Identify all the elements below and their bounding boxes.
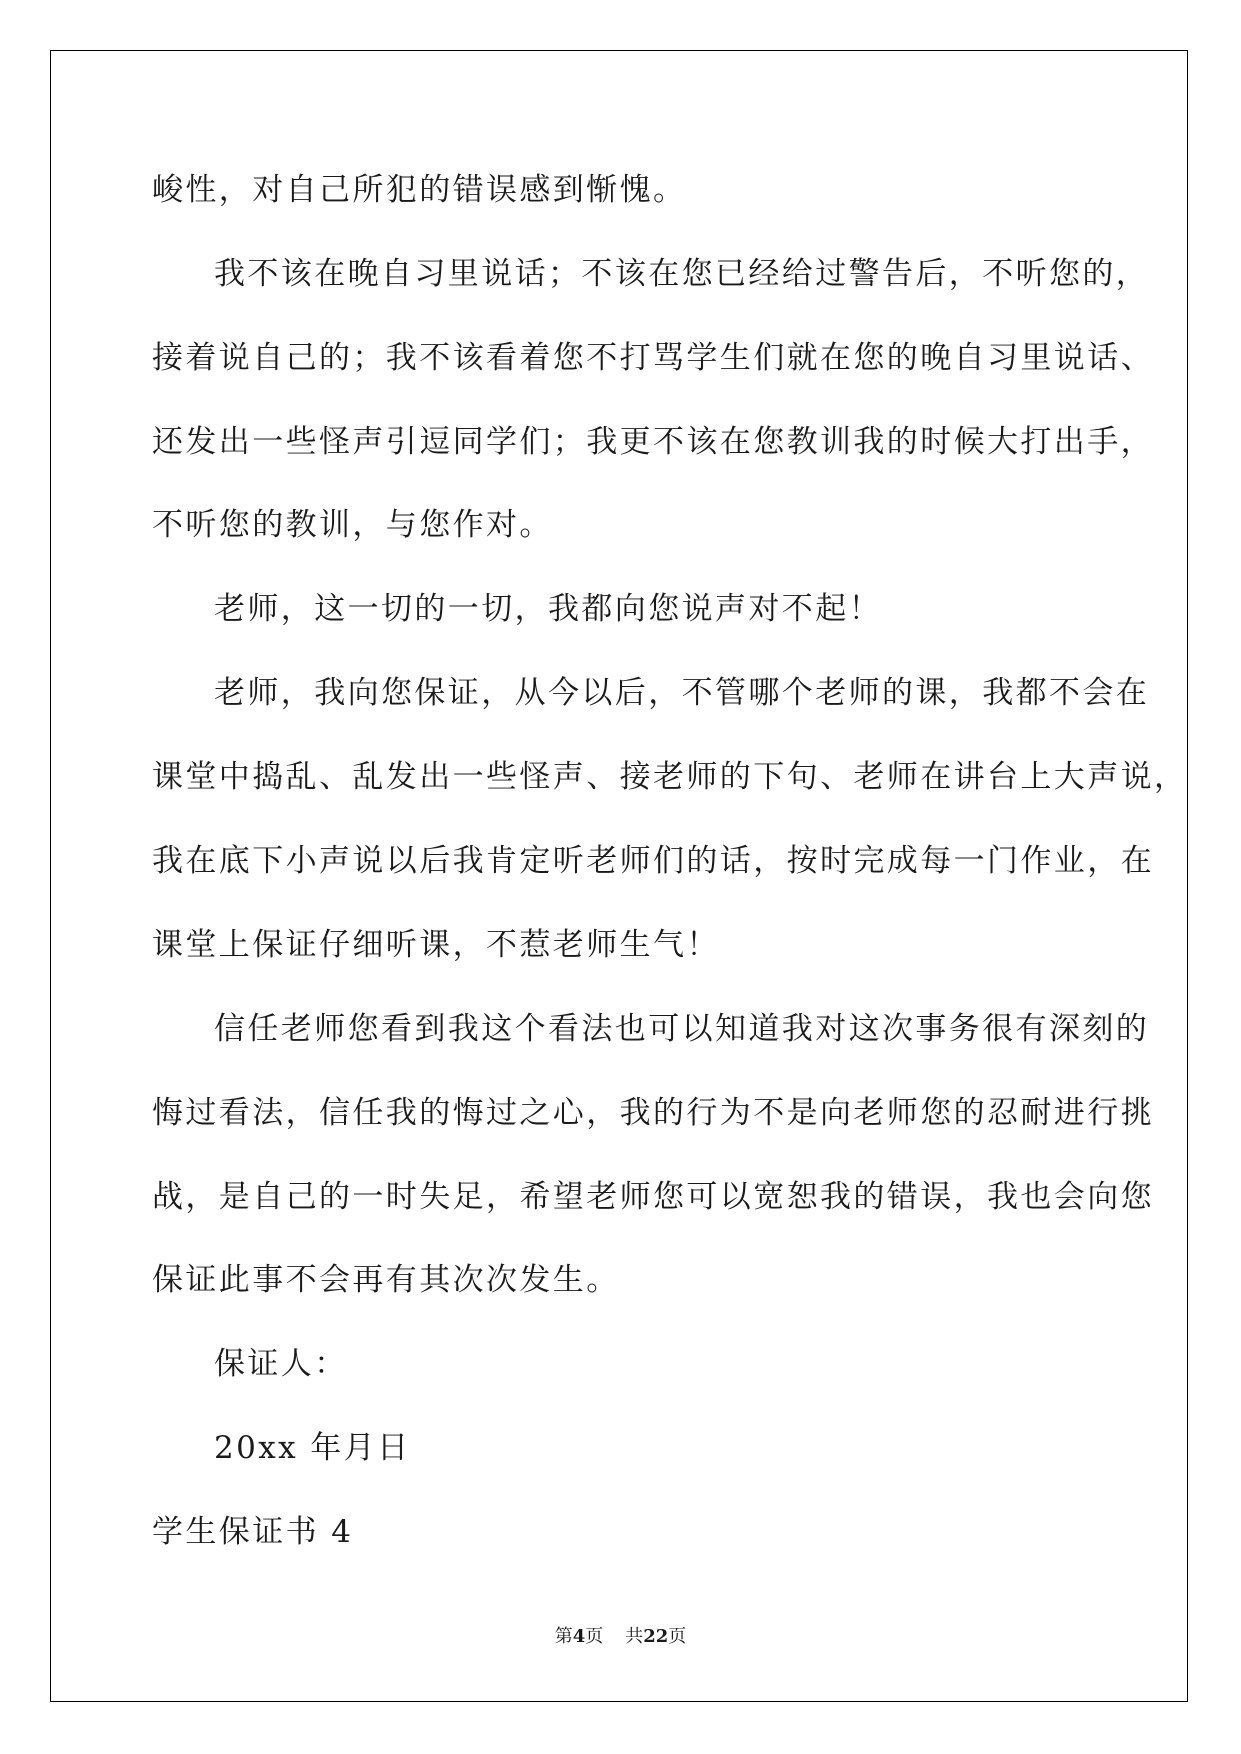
text-line: 悔过看法，信任我的悔过之心，我的行为不是向老师您的忍耐进行挑 (152, 1095, 1154, 1131)
text-line: 我在底下小声说以后我肯定听老师们的话，按时完成每一门作业，在 (152, 843, 1154, 879)
text-line: 保证此事不会再有其次次发生。 (152, 1262, 620, 1298)
signature-label: 保证人： (214, 1346, 348, 1382)
text-line: 老师，我向您保证，从今以后，不管哪个老师的课，我都不会在 (214, 675, 1150, 711)
section-heading: 学生保证书 4 (152, 1514, 354, 1550)
date-line: 20xx 年月日 (214, 1430, 411, 1466)
page-suffix: 页 (585, 1626, 604, 1647)
text-line: 峻性，对自己所犯的错误感到惭愧。 (152, 172, 687, 208)
page-footer (0, 1628, 1241, 1646)
text-line: 接着说自己的；我不该看着您不打骂学生们就在您的晚自习里说话、 (152, 340, 1154, 376)
total-suffix: 页 (668, 1626, 687, 1647)
total-prefix: 共 (625, 1626, 644, 1647)
text-line: 课堂上保证仔细听课，不惹老师生气！ (152, 927, 720, 963)
text-line: 不听您的教训，与您作对。 (152, 507, 553, 543)
total-pages: 22 (643, 1626, 669, 1647)
text-line: 老师，这一切的一切，我都向您说声对不起！ (214, 591, 882, 627)
text-line: 还发出一些怪声引逗同学们；我更不该在您教训我的时候大打出手， (152, 424, 1154, 460)
page-prefix: 第 (554, 1626, 573, 1647)
text-line: 课堂中捣乱、乱发出一些怪声、接老师的下句、老师在讲台上大声说， (152, 759, 1188, 795)
page-number: 4 (572, 1626, 586, 1647)
text-line: 战，是自己的一时失足，希望老师您可以宽恕我的错误，我也会向您 (152, 1179, 1154, 1215)
text-line: 信任老师您看到我这个看法也可以知道我对这次事务很有深刻的 (214, 1011, 1150, 1047)
text-line: 我不该在晚自习里说话；不该在您已经给过警告后，不听您的， (214, 256, 1150, 292)
